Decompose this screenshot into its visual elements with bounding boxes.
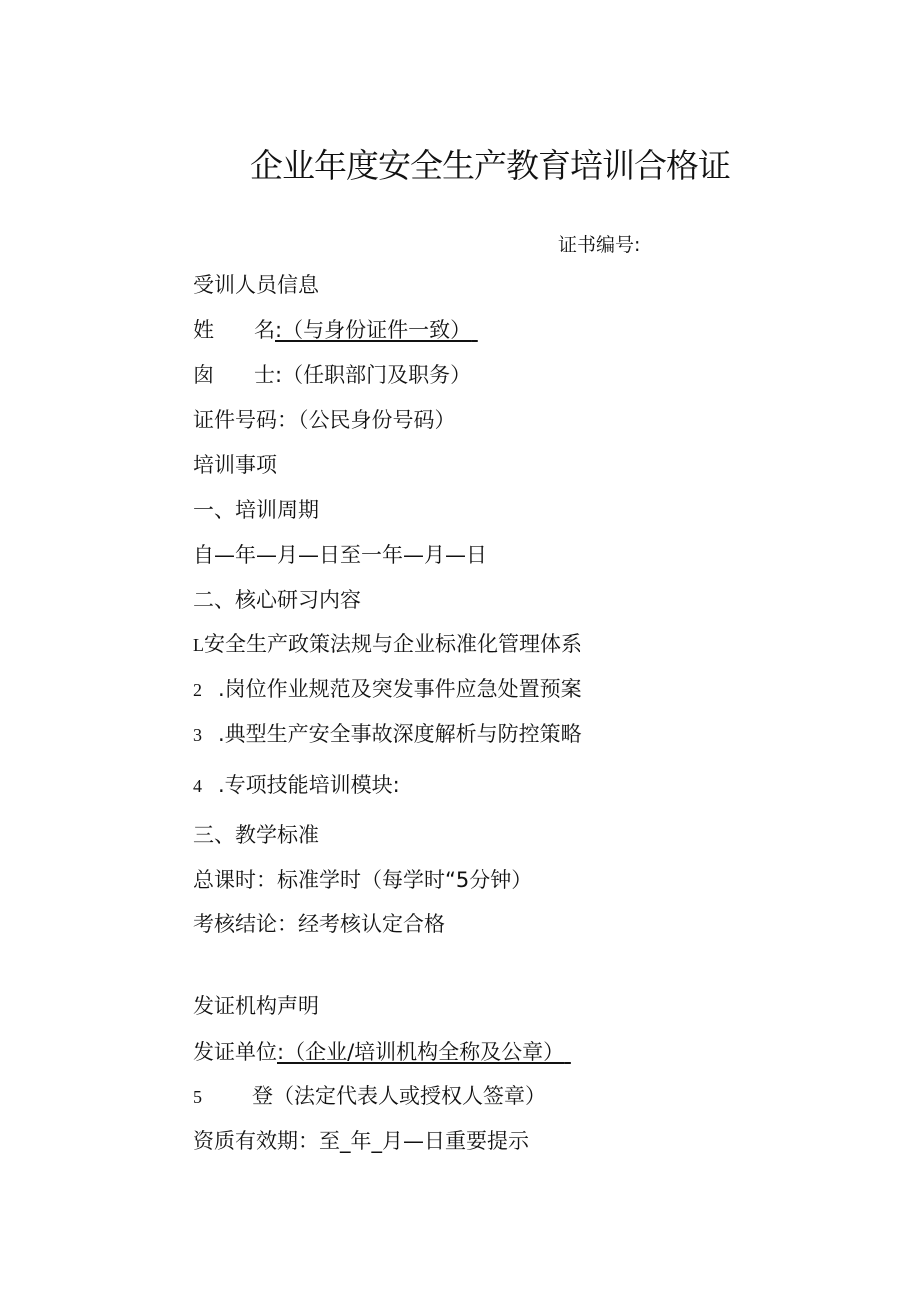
post-label-1: 囱	[193, 363, 214, 387]
post-row	[193, 363, 471, 388]
item-number: 3	[193, 725, 202, 745]
name-label-2: 名	[254, 318, 275, 342]
id-row	[193, 408, 456, 433]
item-number: 2	[193, 680, 202, 700]
post-field: :（任职部门及职务）	[275, 363, 472, 387]
post-label-2: 士	[254, 363, 275, 387]
id-field: （公民身份号码）	[298, 408, 456, 432]
page-title: 企业年度安全生产教育培训合格证	[250, 146, 730, 185]
issuing-unit-label: 发证单位	[193, 1040, 277, 1064]
period-heading: 一、培训周期	[193, 498, 319, 522]
issuing-unit-field: :（企业/培训机构全称及公章）	[277, 1040, 565, 1064]
item-text: .专项技能培训模块:	[218, 773, 400, 797]
standard-heading: 三、教学标准	[193, 823, 319, 847]
validity-line: 资质有效期：至_年_月—日重要提示	[193, 1129, 529, 1153]
name-field: :（与身份证件一致）	[275, 318, 472, 342]
name-row	[193, 318, 478, 343]
training-section-heading: 培训事项	[193, 453, 277, 477]
content-item-4	[193, 773, 400, 798]
issuing-unit-row	[193, 1040, 571, 1065]
item-text: .岗位作业规范及突发事件应急处置预案	[218, 677, 582, 701]
signature-row	[193, 1084, 546, 1109]
content-heading: 二、核心研习内容	[193, 588, 361, 612]
issuer-section-heading: 发证机构声明	[193, 994, 319, 1018]
signature-text: 登（法定代表人或授权人签章）	[252, 1084, 546, 1108]
name-label-1: 姓	[193, 318, 214, 342]
trainee-section-heading: 受训人员信息	[193, 273, 319, 297]
content-item-1	[193, 632, 582, 657]
content-item-3	[193, 722, 582, 747]
certificate-number-label: 证书编号:	[558, 234, 641, 256]
item-number: L	[193, 635, 204, 655]
signature-number: 5	[193, 1087, 202, 1107]
assessment-result-line: 考核结论：经考核认定合格	[193, 912, 445, 936]
total-hours-line: 总课时：标准学时（每学时“5分钟）	[193, 868, 533, 892]
content-item-2	[193, 677, 582, 702]
id-label: 证件号码：	[193, 408, 298, 432]
item-text: .典型生产安全事故深度解析与防控策略	[218, 722, 582, 746]
item-text: 安全生产政策法规与企业标准化管理体系	[204, 632, 582, 656]
period-value: 自—年—月—日至一年—月—日	[193, 543, 487, 567]
item-number: 4	[193, 776, 202, 796]
